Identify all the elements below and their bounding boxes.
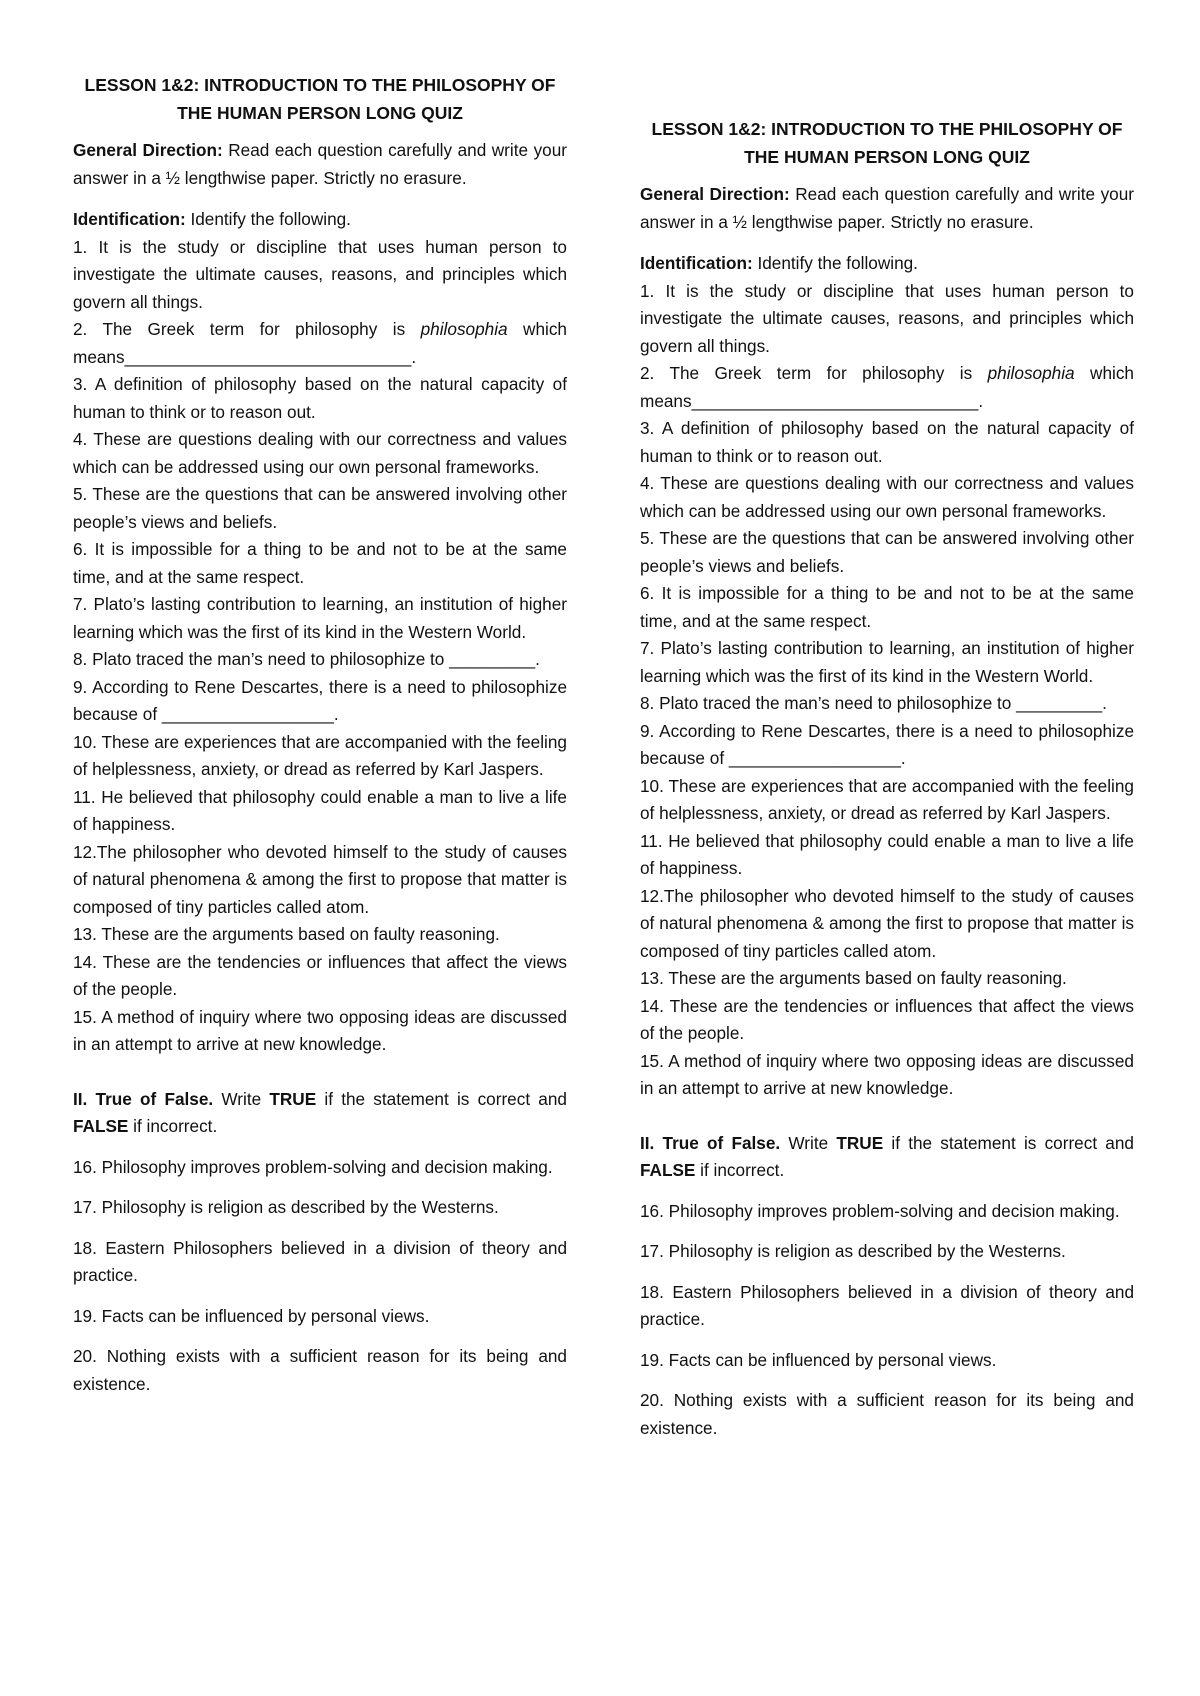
identification-text: Identify the following. bbox=[752, 253, 918, 273]
item2-italic: philosophia bbox=[420, 319, 508, 339]
quiz-copy-right bbox=[640, 116, 1134, 1455]
tf-true: TRUE bbox=[836, 1132, 884, 1153]
item2-italic: philosophia bbox=[987, 363, 1075, 383]
identification-list bbox=[640, 278, 1134, 1103]
question-item: 10. These are experiences that are accompanied with the feeling of helplessness, anxiety, or dread as referred by Karl Jaspers. bbox=[73, 731, 567, 779]
question-item: 11. He believed that philosophy could enable a man to live a life of happiness. bbox=[73, 786, 567, 834]
quiz-title bbox=[640, 116, 1134, 171]
general-direction-label: General Direction: bbox=[73, 140, 223, 160]
tf-label: II. True of False. bbox=[640, 1132, 781, 1153]
question-item: 8. Plato traced the man’s need to philosophize to _________. bbox=[640, 693, 1107, 713]
identification-heading bbox=[73, 206, 567, 234]
tf-text: if incorrect. bbox=[695, 1160, 785, 1180]
question-item: 3. A definition of philosophy based on the natural capacity of human to think or to reason out. bbox=[640, 418, 1134, 466]
tf-true: TRUE bbox=[269, 1088, 317, 1109]
tf-false: FALSE bbox=[640, 1160, 696, 1180]
true-false-heading bbox=[640, 1130, 1134, 1185]
question-item: 15. A method of inquiry where two opposing ideas are discussed in an attempt to arrive at new knowledge. bbox=[73, 1006, 567, 1054]
general-direction bbox=[640, 181, 1134, 236]
question-item: 6. It is impossible for a thing to be and not to be at the same time, and at the same respect. bbox=[640, 583, 1134, 631]
question-item: 1. It is the study or discipline that uses human person to investigate the ultimate causes, reasons, and principles which govern all things. bbox=[73, 236, 567, 312]
title-line-1: LESSON 1&2: INTRODUCTION TO THE PHILOSOPHY OF bbox=[651, 119, 1123, 139]
title-line-2: THE HUMAN PERSON LONG QUIZ bbox=[744, 146, 1030, 167]
question-item: 13. These are the arguments based on faulty reasoning. bbox=[640, 968, 1067, 988]
question-item: 4. These are questions dealing with our correctness and values which can be addressed using our own personal frameworks. bbox=[73, 429, 567, 477]
general-direction-text: Read each question carefully and write your answer in a ½ lengthwise paper. Strictly no erasure. bbox=[73, 140, 568, 188]
tf-item: 18. Eastern Philosophers believed in a division of theory and practice. bbox=[640, 1281, 1134, 1329]
question-item: 6. It is impossible for a thing to be and not to be at the same time, and at the same respect. bbox=[73, 539, 567, 587]
quiz-copy-left bbox=[73, 72, 567, 1411]
question-item: 3. A definition of philosophy based on the natural capacity of human to think or to reason out. bbox=[73, 374, 567, 422]
identification-text: Identify the following. bbox=[185, 209, 351, 229]
question-item: 5. These are the questions that can be answered involving other people’s views and beliefs. bbox=[73, 484, 567, 532]
tf-text: Write bbox=[780, 1132, 837, 1153]
question-item: 13. These are the arguments based on faulty reasoning. bbox=[73, 924, 500, 944]
true-false-list bbox=[640, 1198, 1134, 1443]
item2-after: which means______________________________. bbox=[73, 319, 567, 367]
tf-text: if the statement is correct and bbox=[883, 1132, 1134, 1153]
title-line-1: LESSON 1&2: INTRODUCTION TO THE PHILOSOPHY OF bbox=[84, 75, 556, 95]
tf-false: FALSE bbox=[73, 1116, 129, 1136]
identification-label: Identification: bbox=[73, 209, 186, 229]
question-item: 7. Plato’s lasting contribution to learning, an institution of higher learning which was the first of its kind in the Western World. bbox=[640, 638, 1134, 686]
question-item: 15. A method of inquiry where two opposing ideas are discussed in an attempt to arrive at new knowledge. bbox=[640, 1050, 1134, 1098]
question-item: 11. He believed that philosophy could enable a man to live a life of happiness. bbox=[640, 830, 1134, 878]
tf-text: if the statement is correct and bbox=[316, 1088, 567, 1109]
question-item: 8. Plato traced the man’s need to philosophize to _________. bbox=[73, 649, 540, 669]
quiz-title bbox=[73, 72, 567, 127]
identification-list bbox=[73, 234, 567, 1059]
question-item: 12.The philosopher who devoted himself to the study of causes of natural phenomena & among the first to propose that matter is composed of tiny particles called atom. bbox=[73, 841, 567, 917]
tf-item: 20. Nothing exists with a sufficient reason for its being and existence. bbox=[73, 1346, 567, 1394]
tf-item: 20. Nothing exists with a sufficient reason for its being and existence. bbox=[640, 1390, 1134, 1438]
general-direction-text: Read each question carefully and write your answer in a ½ lengthwise paper. Strictly no erasure. bbox=[640, 184, 1135, 232]
tf-item: 17. Philosophy is religion as described by the Westerns. bbox=[73, 1197, 499, 1217]
true-false-heading bbox=[73, 1086, 567, 1141]
general-direction-label: General Direction: bbox=[640, 184, 790, 204]
item2-before: 2. The Greek term for philosophy is bbox=[640, 363, 988, 383]
tf-item: 17. Philosophy is religion as described by the Westerns. bbox=[640, 1241, 1066, 1261]
item2-after: which means______________________________. bbox=[640, 363, 1134, 411]
question-item: 14. These are the tendencies or influences that affect the views of the people. bbox=[73, 951, 567, 999]
tf-label: II. True of False. bbox=[73, 1088, 214, 1109]
question-item: 4. These are questions dealing with our correctness and values which can be addressed using our own personal frameworks. bbox=[640, 473, 1134, 521]
question-item: 5. These are the questions that can be answered involving other people’s views and beliefs. bbox=[640, 528, 1134, 576]
general-direction bbox=[73, 137, 567, 192]
question-item: 7. Plato’s lasting contribution to learning, an institution of higher learning which was the first of its kind in the Western World. bbox=[73, 594, 567, 642]
identification-label: Identification: bbox=[640, 253, 753, 273]
tf-item: 19. Facts can be influenced by personal views. bbox=[640, 1349, 997, 1370]
question-item: 10. These are experiences that are accompanied with the feeling of helplessness, anxiety, or dread as referred by Karl Jaspers. bbox=[640, 775, 1134, 823]
question-item: 12.The philosopher who devoted himself to the study of causes of natural phenomena & among the first to propose that matter is composed of tiny particles called atom. bbox=[640, 885, 1134, 961]
question-item bbox=[73, 316, 567, 371]
tf-text: Write bbox=[213, 1088, 270, 1109]
item2-before: 2. The Greek term for philosophy is bbox=[73, 319, 421, 339]
tf-text: if incorrect. bbox=[128, 1116, 218, 1136]
question-item: 14. These are the tendencies or influences that affect the views of the people. bbox=[640, 995, 1134, 1043]
identification-heading bbox=[640, 250, 1134, 278]
tf-item: 18. Eastern Philosophers believed in a division of theory and practice. bbox=[73, 1237, 567, 1285]
title-line-2: THE HUMAN PERSON LONG QUIZ bbox=[177, 102, 463, 123]
tf-item: 16. Philosophy improves problem-solving and decision making. bbox=[640, 1200, 1120, 1221]
true-false-list bbox=[73, 1154, 567, 1399]
question-item: 1. It is the study or discipline that uses human person to investigate the ultimate causes, reasons, and principles which govern all things. bbox=[640, 280, 1134, 356]
question-item bbox=[640, 360, 1134, 415]
tf-item: 16. Philosophy improves problem-solving and decision making. bbox=[73, 1156, 553, 1177]
question-item: 9. According to Rene Descartes, there is a need to philosophize because of __________________. bbox=[73, 676, 567, 724]
tf-item: 19. Facts can be influenced by personal views. bbox=[73, 1305, 430, 1326]
question-item: 9. According to Rene Descartes, there is a need to philosophize because of __________________. bbox=[640, 720, 1134, 768]
